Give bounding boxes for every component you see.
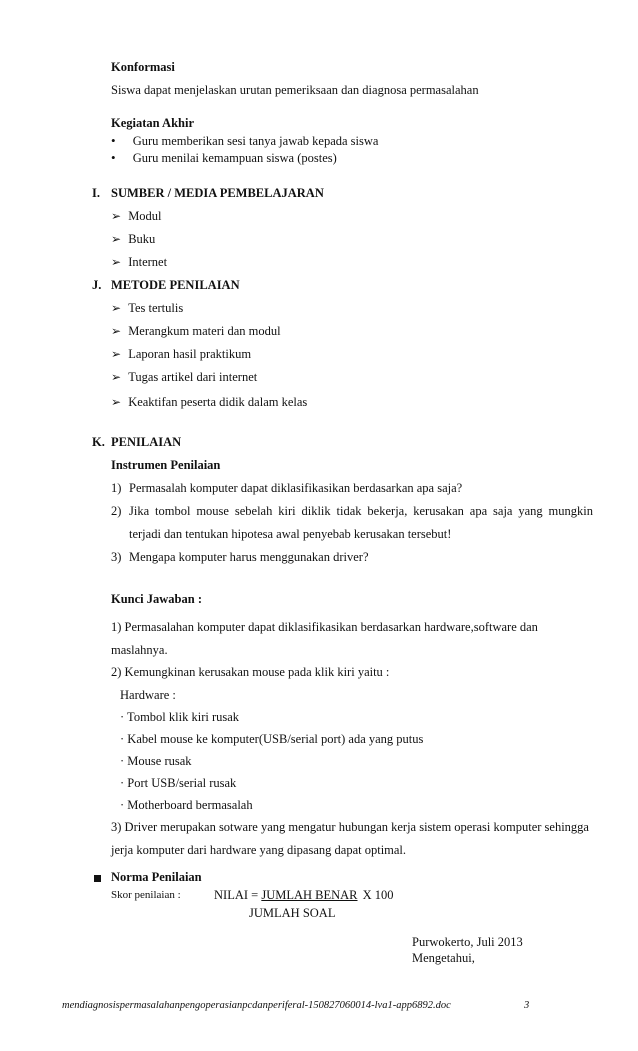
section-i-item — [111, 209, 162, 224]
nilai-multiplier: X 100 — [362, 888, 394, 902]
section-j-item — [111, 301, 183, 316]
kegiatan-akhir-item — [111, 150, 337, 166]
section-j-item-text: Keaktifan peserta didik dalam kelas — [128, 395, 308, 409]
section-i-item-text: Internet — [128, 255, 168, 269]
nilai-formula — [214, 888, 394, 903]
konformasi-text: Siswa dapat menjelaskan urutan pemeriksaan dan diagnosa permasalahan — [111, 83, 479, 97]
section-j-item — [111, 395, 307, 410]
section-j-item — [111, 370, 257, 385]
question-text: Jika tombol mouse sebelah kiri diklik tidak bekerja, kerusakan apa saja yang mungkin — [129, 504, 593, 518]
section-j-title: METODE PENILAIAN — [111, 278, 240, 292]
section-j-item-text: Tes tertulis — [128, 301, 184, 315]
mengetahui: Mengetahui, — [412, 951, 475, 965]
question-text-cont: terjadi dan tentukan hipotesa awal penyebab kerusakan tersebut! — [129, 527, 452, 541]
kegiatan-akhir-heading: Kegiatan Akhir — [111, 116, 194, 130]
section-i-label: I. — [92, 186, 100, 200]
kegiatan-akhir-item — [111, 133, 378, 149]
answer-line: maslahnya. — [111, 643, 168, 657]
arrow-bullet-icon: ➢ — [111, 324, 122, 338]
hardware-item: · Port USB/serial rusak — [120, 776, 237, 790]
arrow-bullet-icon: ➢ — [111, 395, 122, 409]
konformasi-heading: Konformasi — [111, 60, 175, 74]
question-text: Permasalah komputer dapat diklasifikasikan berdasarkan apa saja? — [129, 481, 463, 495]
section-j-item-text: Merangkum materi dan modul — [128, 324, 281, 338]
nilai-numerator: JUMLAH BENAR — [261, 888, 358, 902]
hardware-item: · Motherboard bermasalah — [120, 798, 253, 812]
kegiatan-akhir-item-text: Guru menilai kemampuan siswa (postes) — [132, 151, 337, 165]
nilai-prefix: NILAI = — [214, 888, 262, 902]
footer-filename: mendiagnosispermasalahanpengoperasianpcdanperiferal-150827060014-lva1-app6892.doc — [62, 1000, 451, 1011]
hardware-item: · Kabel mouse ke komputer(USB/serial port) ada yang putus — [120, 732, 424, 746]
arrow-bullet-icon: ➢ — [111, 370, 122, 384]
hardware-item: · Mouse rusak — [120, 754, 192, 768]
arrow-bullet-icon: ➢ — [111, 209, 122, 223]
question-num: 2) — [111, 504, 122, 518]
question-num: 3) — [111, 550, 122, 564]
section-j-item-text: Laporan hasil praktikum — [128, 347, 252, 361]
footer-page-number: 3 — [524, 1000, 530, 1011]
answer-line: jerja komputer dari hardware yang dipasang dapat optimal. — [111, 843, 407, 857]
place-date: Purwokerto, Juli 2013 — [412, 935, 523, 949]
section-i-item-text: Buku — [128, 232, 156, 246]
question-text: Mengapa komputer harus menggunakan driver? — [129, 550, 369, 564]
answer-line: 3) Driver merupakan sotware yang mengatur hubungan kerja sistem operasi komputer sehingga — [111, 820, 589, 834]
section-k-label: K. — [92, 435, 105, 449]
skor-label: Skor penilaian : — [111, 889, 181, 901]
bullet-icon: • — [111, 133, 116, 148]
section-i-item-text: Modul — [128, 209, 162, 223]
norma-heading: Norma Penilaian — [111, 870, 202, 884]
hardware-label: Hardware : — [120, 688, 176, 702]
section-i-item — [111, 255, 167, 270]
answer-line: 2) Kemungkinan kerusakan mouse pada klik kiri yaitu : — [111, 665, 390, 679]
kunci-heading: Kunci Jawaban : — [111, 592, 202, 606]
section-i-title: SUMBER / MEDIA PEMBELAJARAN — [111, 186, 324, 200]
nilai-denominator: JUMLAH SOAL — [249, 906, 336, 920]
section-i-item — [111, 232, 155, 247]
instrumen-heading: Instrumen Penilaian — [111, 458, 221, 472]
question-num: 1) — [111, 481, 122, 495]
answer-line: 1) Permasalahan komputer dapat diklasifikasikan berdasarkan hardware,software dan — [111, 620, 538, 634]
section-j-label: J. — [92, 278, 102, 292]
norma-bullet-icon — [94, 870, 101, 885]
kegiatan-akhir-item-text: Guru memberikan sesi tanya jawab kepada siswa — [132, 134, 379, 148]
section-j-item-text: Tugas artikel dari internet — [128, 370, 258, 384]
section-j-item — [111, 324, 281, 339]
arrow-bullet-icon: ➢ — [111, 301, 122, 315]
arrow-bullet-icon: ➢ — [111, 347, 122, 361]
hardware-item: · Tombol klik kiri rusak — [120, 710, 240, 724]
bullet-icon: • — [111, 150, 116, 165]
section-j-item — [111, 347, 251, 362]
arrow-bullet-icon: ➢ — [111, 255, 122, 269]
section-k-title: PENILAIAN — [111, 435, 182, 449]
arrow-bullet-icon: ➢ — [111, 232, 122, 246]
